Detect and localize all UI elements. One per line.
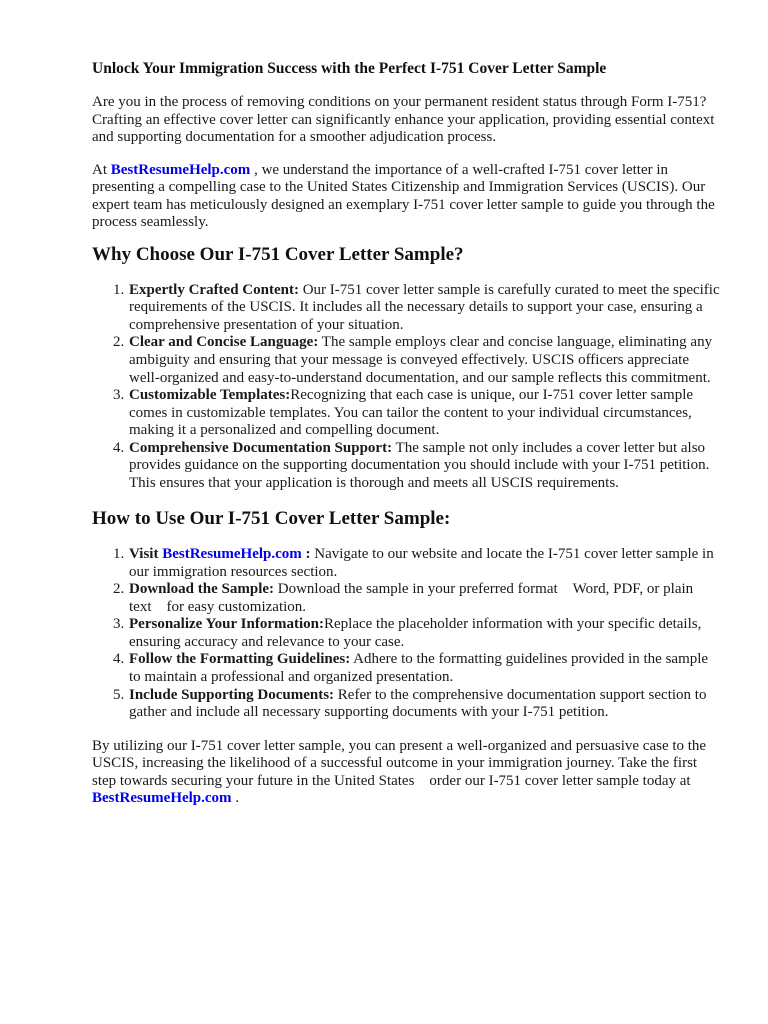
- about-paragraph: [92, 162, 720, 232]
- list-item: [128, 687, 720, 722]
- list-item-label: Download the Sample:: [129, 581, 275, 598]
- bestresumehelp-link[interactable]: BestResumeHelp.com: [162, 546, 302, 563]
- closing-text-post: .: [231, 790, 240, 807]
- list-item: [128, 334, 720, 387]
- closing-paragraph: [92, 738, 720, 808]
- list-item-label: Comprehensive Documentation Support:: [129, 439, 393, 456]
- list-item-text: Adhere to the formatting guidelines provided in the sample to maintain a professional and organized presentation.: [129, 651, 709, 686]
- list-item-label-colon: :: [301, 546, 311, 563]
- list-item-text: Recognizing that each case is unique, our I-751 cover letter sample comes in customizable templates. You can tailor the content to your individual circumstances, making it a personalized and compelling document.: [129, 387, 694, 439]
- list-item: [128, 282, 720, 335]
- list-item: [128, 651, 720, 686]
- list-item-text: The sample employs clear and concise language, eliminating any ambiguity and ensuring that your message is conveyed effectively. USCIS officers appreciate well-organized and easy-to-understand documentation, and our sample reflects this commitment.: [129, 334, 713, 386]
- bestresumehelp-link[interactable]: BestResumeHelp.com: [92, 790, 232, 807]
- how-to-use-list: [92, 546, 720, 721]
- intro-text: Are you in the process of removing conditions on your permanent resident status through Form I-751? Crafting an effective cover letter can significantly enhance your application, providing essential context and supporting documentation for a smoother adjudication process.: [92, 94, 715, 146]
- why-choose-heading: Why Choose Our I-751 Cover Letter Sample?: [92, 243, 464, 265]
- about-text-post: , we understand the importance of a well-crafted I-751 cover letter in presenting a compelling case to the United States Citizenship and Immigration Services (USCIS). Our expert team has meticulously designed an exemplary I-751 cover letter sample to guide you through the process seamlessly.: [92, 161, 715, 231]
- how-to-use-heading: How to Use Our I-751 Cover Letter Sample:: [92, 508, 451, 530]
- list-item-label: Personalize Your Information:: [129, 616, 324, 633]
- list-item: [128, 581, 720, 616]
- list-item: [128, 546, 720, 581]
- list-item-label: Customizable Templates:: [129, 387, 291, 404]
- list-item: [128, 440, 720, 493]
- list-item-text: Navigate to our website and locate the I-751 cover letter sample in our immigration resources section.: [129, 546, 714, 580]
- list-item-text: Refer to the comprehensive documentation support section to gather and include all necessary supporting documents with your I-751 petition.: [129, 686, 707, 721]
- list-item-text: The sample not only includes a cover letter but also provides guidance on the supporting documentation you should include with your I-751 petition. This ensures that your application is thorough and meets all USCIS requirements.: [129, 439, 710, 491]
- why-choose-list: [92, 282, 720, 493]
- list-item-label: Follow the Formatting Guidelines:: [129, 651, 351, 668]
- list-item: [128, 387, 720, 440]
- list-item-label: Include Supporting Documents:: [129, 686, 335, 703]
- list-item-text: Replace the placeholder information with your specific details, ensuring accuracy and relevance to your case.: [129, 616, 702, 650]
- list-item-text: Our I-751 cover letter sample is carefully curated to meet the specific requirements of the USCIS. It includes all the necessary details to support your case, ensuring a comprehensive presentation of your situation.: [129, 281, 720, 333]
- document-title: Unlock Your Immigration Success with the Perfect I-751 Cover Letter Sample: [92, 60, 607, 77]
- list-item: [128, 616, 720, 651]
- intro-paragraph: [92, 94, 720, 147]
- list-item-label: Clear and Concise Language:: [129, 334, 319, 351]
- list-item-label: Expertly Crafted Content:: [129, 281, 299, 298]
- about-text-pre: At: [92, 161, 111, 178]
- closing-text-pre: By utilizing our I-751 cover letter sample, you can present a well-organized and persuasive case to the USCIS, increasing the likelihood of a successful outcome in your immigration journey. Take the first step towards securing your future in the United States order our I-751 cover letter sample today at: [92, 737, 707, 789]
- bestresumehelp-link[interactable]: BestResumeHelp.com: [110, 161, 251, 178]
- list-item-label: Visit: [129, 546, 163, 563]
- list-item-text: Download the sample in your preferred format Word, PDF, or plain text for easy customization.: [129, 581, 694, 615]
